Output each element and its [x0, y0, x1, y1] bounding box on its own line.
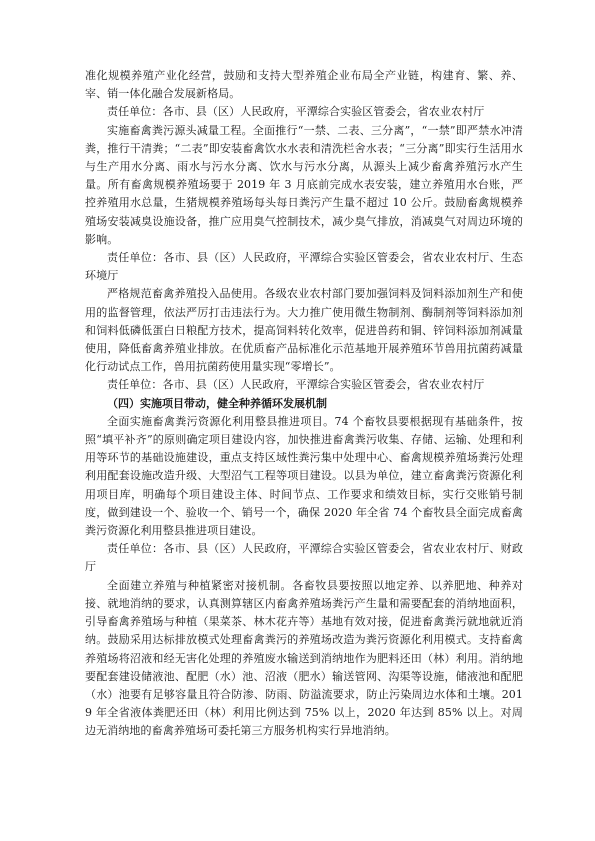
section-heading: （四）实施项目带动，健全种养循环发展机制: [107, 396, 327, 410]
paragraph-county-projects: 全面实施畜禽粪污资源化利用整县推进项目。74 个畜牧县要根据现有基础条件，按照“填平补齐”的原则确定项目建设内容，加快推进畜禽粪污收集、存储、运输、处理和利用等环节的基础设施建设，重点支持区域性粪污集中处理中心、畜禽规模养殖场粪污处理利用配套设施改造升级、大型沼气工程等项目建设。以县为单位，建立畜禽粪污资源化利用项目库，明确每个项目建设主体、时间节点、工作要求和绩效目标，实行交账销号制度，做到建设一个、验收一个、销号一个，确保 2020 年全省 74 个畜牧县全面完成畜禽粪污资源化利用整县推进项目建设。: [85, 414, 523, 538]
paragraph-input-regulation: 严格规范畜禽养殖投入品使用。各级农业农村部门要加强饲料及饲料添加剂生产和使用的监督管理，依法严厉打击违法行为。大力推广使用微生物制剂、酶制剂等饲料添加剂和饲料低磷低蛋白日粮配方技术，提高饲料转化效率，促进兽药和铜、锌饲料添加剂减量使用，降低畜禽养殖业排放。在优质畜产品标准化示范基地开展养殖环节兽用抗菌药减量化行动试点工作，兽用抗菌药使用量实现“零增长”。: [85, 287, 523, 374]
paragraph-manure-source-reduction: 实施畜禽粪污源头减量工程。全面推行“一禁、二表、三分离”，“一禁”即严禁水冲清粪，推行干清粪；“二表”即安装畜禽饮水水表和清洗栏舍水表；“三分离”即实行生活用水与生产用水分离、雨水与污水分离、饮水与污水分离，从源头上减少畜禽养殖污水产生量。所有畜禽规模养殖场要于 2019 年 3 月底前完成水表安装，建立养殖用水台账，严控养殖用水总量，生猪规模养殖场每头每日粪污产生量不超过 10 公斤。鼓励畜禽规模养殖场安装减臭设施设备，推广应用臭气控制技术，减少臭气排放，消减臭气对周边环境的影响。: [85, 123, 523, 246]
document-body: [85, 67, 523, 741]
paragraph-continuation: 准化规模养殖产业化经营，鼓励和支持大型养殖企业布局全产业链，构建育、繁、养、宰、销一体化融合发展新格局。: [85, 69, 523, 101]
responsibility-note: 责任单位：各市、县（区）人民政府，平潭综合实验区管委会，省农业农村厅、生态环境厅: [85, 251, 523, 283]
responsibility-note: 责任单位：各市、县（区）人民政府，平潭综合实验区管委会，省农业农村厅、财政厅: [85, 542, 523, 574]
responsibility-note: 责任单位：各市、县（区）人民政府，平潭综合实验区管委会，省农业农村厅: [107, 378, 485, 392]
paragraph-planting-breeding-link: 全面建立养殖与种植紧密对接机制。各畜牧县要按照以地定养、以养肥地、种养对接、就地消纳的要求，认真测算辖区内畜禽养殖场粪污产生量和需要配套的消纳地面积，引导畜禽养殖场与种植（果菜茶、林木花卉等）基地有效对接，促进畜禽粪污就地就近消纳。鼓励采用达标排放模式处理畜禽粪污的养殖场改造为粪污资源化利用模式。支持畜禽养殖场将沼液和经无害化处理的养殖废水输送到消纳地作为肥料还田（林）利用。消纳地要配套建设储液池、配肥（水）池、沼液（肥水）输送管网、沟渠等设施，储液池和配肥（水）池要有足够容量且符合防渗、防雨、防溢流要求，防止污染周边水体和土壤。2019 年全省液体粪肥还田（林）利用比例达到 75% 以上，2020 年达到 85% 以上。对周边无消纳地的畜禽养殖场可委托第三方服务机构实行异地消纳。: [85, 578, 523, 738]
responsibility-note: 责任单位：各市、县（区）人民政府，平潭综合实验区管委会，省农业农村厅: [107, 105, 485, 119]
